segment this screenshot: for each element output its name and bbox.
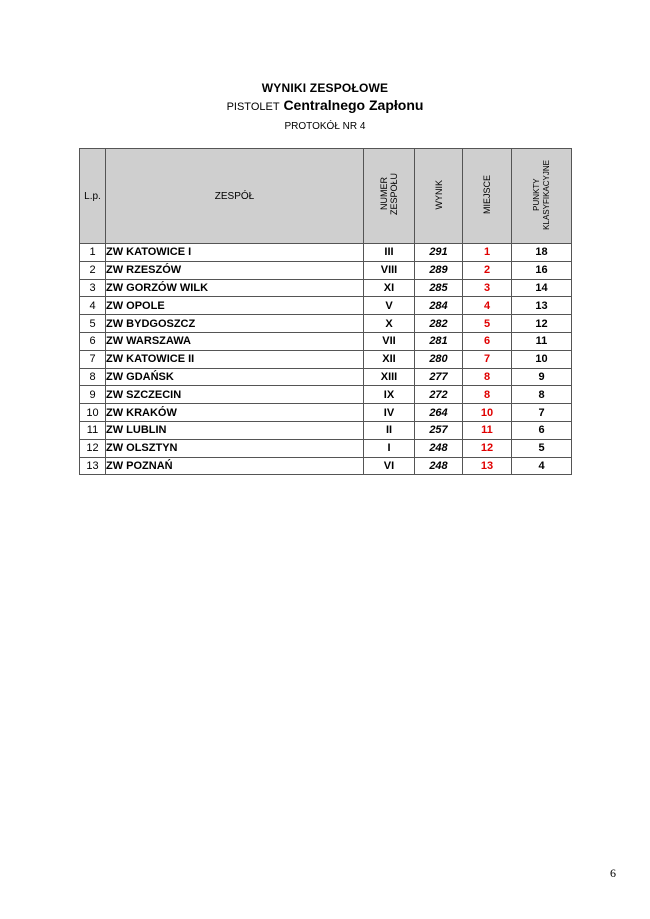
cell-team-number: IV [364,404,415,422]
cell-score: 272 [415,386,463,404]
cell-lp: 4 [80,297,106,315]
column-header-lp: L.p. [80,149,106,244]
column-header-number [364,149,415,244]
column-header-points [512,149,572,244]
results-body [80,244,572,475]
cell-score: 280 [415,350,463,368]
cell-place: 8 [463,386,512,404]
cell-score: 248 [415,439,463,457]
cell-score: 284 [415,297,463,315]
table-row [80,261,572,279]
cell-lp: 2 [80,261,106,279]
cell-points: 7 [512,404,572,422]
column-header-place [463,149,512,244]
subtitle-prefix: PISTOLET [226,101,280,113]
cell-points: 6 [512,421,572,439]
cell-points: 9 [512,368,572,386]
cell-team: ZW WARSZAWA [106,332,364,350]
cell-place: 10 [463,404,512,422]
cell-place: 11 [463,421,512,439]
cell-team: ZW GORZÓW WILK [106,279,364,297]
document-title: WYNIKI ZESPOŁOWE [261,81,389,95]
column-header-score [415,149,463,244]
column-header-place-text: MIEJSCE [482,174,492,214]
table-row [80,421,572,439]
cell-points: 8 [512,386,572,404]
protocol-label: PROTOKÓŁ NR 4 [284,121,366,132]
cell-place: 4 [463,297,512,315]
cell-team: ZW RZESZÓW [106,261,364,279]
subtitle-main: Centralnego Zapłonu [283,97,424,113]
cell-place: 8 [463,368,512,386]
cell-lp: 5 [80,315,106,333]
cell-team: ZW OPOLE [106,297,364,315]
cell-team-number: VI [364,457,415,475]
table-row [80,404,572,422]
cell-team: ZW KRAKÓW [106,404,364,422]
cell-lp: 6 [80,332,106,350]
cell-place: 1 [463,244,512,262]
cell-team-number: XIII [364,368,415,386]
cell-team: ZW LUBLIN [106,421,364,439]
cell-points: 12 [512,315,572,333]
cell-lp: 12 [80,439,106,457]
cell-lp: 7 [80,350,106,368]
table-row [80,386,572,404]
cell-score: 289 [415,261,463,279]
cell-team: ZW KATOWICE II [106,350,364,368]
cell-points: 13 [512,297,572,315]
column-header-score-text: WYNIK [433,179,444,210]
column-header-points-text: PUNKTY KLASYFIKACYJNE [531,159,551,230]
table-row [80,332,572,350]
cell-place: 5 [463,315,512,333]
document-subtitle [0,97,650,113]
cell-score: 282 [415,315,463,333]
table-row [80,315,572,333]
cell-team-number: IX [364,386,415,404]
table-row [80,439,572,457]
cell-team: ZW KATOWICE I [106,244,364,262]
cell-lp: 3 [80,279,106,297]
cell-team-number: XI [364,279,415,297]
cell-place: 13 [463,457,512,475]
cell-team: ZW OLSZTYN [106,439,364,457]
cell-lp: 11 [80,421,106,439]
cell-points: 16 [512,261,572,279]
results-table [79,148,572,475]
cell-points: 4 [512,457,572,475]
cell-team-number: III [364,244,415,262]
cell-lp: 1 [80,244,106,262]
cell-lp: 8 [80,368,106,386]
table-row [80,350,572,368]
cell-team-number: XII [364,350,415,368]
cell-place: 12 [463,439,512,457]
cell-lp: 13 [80,457,106,475]
cell-points: 14 [512,279,572,297]
table-row [80,297,572,315]
table-row [80,457,572,475]
cell-place: 2 [463,261,512,279]
cell-team-number: I [364,439,415,457]
cell-score: 248 [415,457,463,475]
cell-points: 5 [512,439,572,457]
cell-lp: 9 [80,386,106,404]
cell-score: 291 [415,244,463,262]
cell-team: ZW BYDGOSZCZ [106,315,364,333]
cell-place: 3 [463,279,512,297]
column-header-team: ZESPÓŁ [106,149,364,244]
cell-score: 285 [415,279,463,297]
cell-lp: 10 [80,404,106,422]
cell-place: 7 [463,350,512,368]
cell-score: 264 [415,404,463,422]
cell-points: 18 [512,244,572,262]
table-header-row [80,149,572,244]
cell-team: ZW SZCZECIN [106,386,364,404]
cell-score: 277 [415,368,463,386]
cell-points: 10 [512,350,572,368]
cell-team-number: VII [364,332,415,350]
cell-team-number: X [364,315,415,333]
page-number: 6 [610,866,616,880]
cell-score: 281 [415,332,463,350]
cell-team: ZW GDAŃSK [106,368,364,386]
cell-score: 257 [415,421,463,439]
table-row [80,244,572,262]
cell-team-number: V [364,297,415,315]
table-row [80,279,572,297]
cell-team-number: VIII [364,261,415,279]
table-row [80,368,572,386]
cell-points: 11 [512,332,572,350]
cell-team-number: II [364,421,415,439]
cell-team: ZW POZNAŃ [106,457,364,475]
cell-place: 6 [463,332,512,350]
column-header-number-text: NUMER ZESPOŁU [379,173,399,216]
